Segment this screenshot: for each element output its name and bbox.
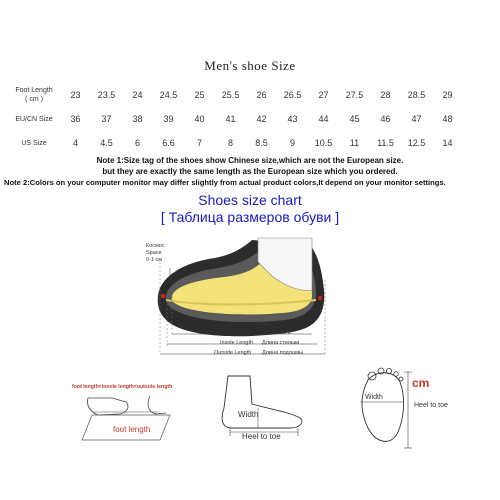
- table-cell: 11.5: [377, 138, 394, 148]
- heel-to-toe-label: Heel to toe: [242, 432, 281, 441]
- table-cell: 28: [380, 90, 391, 100]
- table-cell: 8.5: [255, 138, 268, 148]
- table-cell: 47: [411, 114, 422, 124]
- table-cell: 48: [442, 114, 453, 124]
- table-cell: 14: [442, 138, 453, 148]
- table-cell: 45: [349, 114, 360, 124]
- insole-length-label-ru: Длина стельки: [262, 340, 300, 346]
- outside-length-label-ru: Длина подошвы: [262, 350, 304, 356]
- table-cell: 36: [70, 114, 81, 124]
- table-cell: 46: [380, 114, 391, 124]
- table-cell: 41: [225, 114, 236, 124]
- table-cell: 37: [101, 114, 112, 124]
- row-label-line: Foot Length: [15, 87, 53, 94]
- table-cell: 6.6: [162, 138, 175, 148]
- insole-length-label: Insole Length: [220, 340, 254, 346]
- foot-length-label: Foot Length: [224, 330, 254, 336]
- table-cell: 25: [194, 90, 205, 100]
- table-cell: 38: [132, 114, 143, 124]
- table-cell: 24.5: [159, 90, 178, 100]
- row-label-us-size: US Size: [21, 139, 47, 147]
- chart-title-en: Shoes size chart: [198, 192, 302, 208]
- table-cell: 26: [256, 90, 267, 100]
- table-cell: 26.5: [283, 90, 302, 100]
- side-foot-illustration: [222, 376, 302, 436]
- heel-to-toe-label-2: Heel to toe: [414, 402, 448, 409]
- table-cell: 43: [287, 114, 298, 124]
- table-cell: 39: [163, 114, 174, 124]
- chart-title-ru: [ Таблица размеров обуви ]: [160, 209, 340, 225]
- table-cell: 27: [318, 90, 329, 100]
- width-label: Width: [238, 410, 259, 419]
- space-label-en: Space: [146, 250, 162, 256]
- note-1-line-1: Note 1:Size tag of the shoes show Chinese size,which are not the European size.: [96, 156, 404, 165]
- table-cell: 24: [132, 90, 143, 100]
- table-cell: 6: [134, 138, 140, 148]
- table-cell: 11: [349, 138, 360, 148]
- table-cell: 29: [442, 90, 453, 100]
- cm-label: cm: [412, 376, 430, 390]
- table-cell: 44: [318, 114, 329, 124]
- table-cell: 40: [194, 114, 205, 124]
- note-2: Note 2:Colors on your computer monitor may differ slightly from actual product colors,It depend on your monitor settings.: [4, 178, 446, 187]
- table-cell: 23.5: [97, 90, 116, 100]
- foot-length-label-ru: Длина ноги: [262, 330, 291, 336]
- table-cell: 25.5: [221, 90, 240, 100]
- space-label-range: 0-1 см: [146, 257, 163, 263]
- length-comparison-caption: foot length<insole length<outsole length: [72, 384, 173, 390]
- note-1-line-2: but they are exactly the same length as the European size which you ordered.: [102, 167, 398, 176]
- outside-length-label: Outside Length: [214, 350, 252, 356]
- foot-length-caption: foot length: [113, 425, 151, 434]
- width-label-2: Width: [365, 394, 383, 401]
- table-cell: 23: [70, 90, 81, 100]
- table-cell: 42: [256, 114, 267, 124]
- table-cell: 4: [72, 138, 78, 148]
- toe-marker: [161, 294, 165, 298]
- heel-marker: [318, 296, 322, 300]
- foot-outline-illustration: [360, 368, 412, 448]
- table-cell: 9: [289, 138, 295, 148]
- table-cell: 12.5: [407, 138, 426, 148]
- table-cell: 10.5: [314, 138, 333, 148]
- table-cell: 27.5: [345, 90, 364, 100]
- page-title: Men's shoe Size: [204, 58, 296, 73]
- table-cell: 8: [227, 138, 233, 148]
- row-label-unit: ( cm ): [25, 96, 43, 103]
- table-cell: 7: [196, 138, 202, 148]
- table-cell: 4.5: [100, 138, 113, 148]
- space-label-ru: Космос: [146, 243, 165, 249]
- row-label-eu-cn-size: EU/CN Size: [15, 115, 53, 123]
- table-cell: 28.5: [407, 90, 426, 100]
